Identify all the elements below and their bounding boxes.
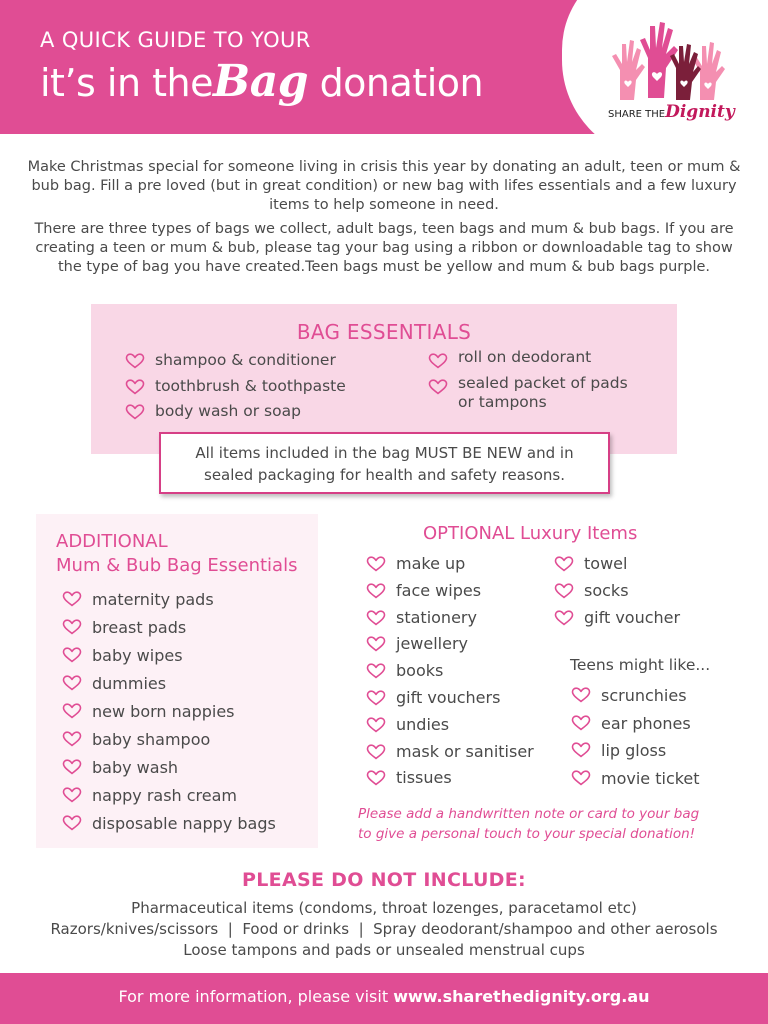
heart-outline-icon: [554, 583, 574, 599]
list-item: [571, 765, 700, 793]
list-item: [366, 685, 534, 712]
heart-outline-icon: [428, 353, 448, 369]
teens-list: [571, 682, 700, 792]
list-item-label: dummies: [92, 674, 167, 693]
list-item-label: movie ticket: [601, 768, 700, 788]
footer-prefix: For more information, please visit: [118, 987, 389, 1006]
header-banner: [0, 0, 768, 134]
logo-brand-script: Dignity: [665, 102, 735, 122]
heart-outline-icon: [554, 556, 574, 572]
title-script-word: Bag: [213, 56, 308, 107]
do-not-include-line-1: Pharmaceutical items (condoms, throat lozenges, paracetamol etc): [131, 899, 637, 917]
list-item: [366, 658, 534, 685]
heart-outline-icon: [125, 379, 145, 395]
heart-outline-icon: [366, 717, 386, 733]
do-not-include-title: PLEASE DO NOT INCLUDE:: [242, 869, 526, 891]
list-item: [428, 348, 638, 367]
luxury-items-title: OPTIONAL Luxury Items: [423, 523, 638, 544]
list-item-label: baby wash: [92, 758, 179, 777]
note-line-2: to give a personal touch to your special donation!: [358, 826, 696, 842]
mum-bub-title-line-2: Mum & Bub Bag Essentials: [56, 555, 298, 576]
list-item-label: disposable nappy bags: [92, 814, 276, 833]
list-item: [554, 551, 680, 578]
heart-outline-icon: [571, 715, 591, 731]
list-item-label: gift vouchers: [396, 687, 501, 707]
list-item: [571, 682, 700, 710]
list-item: [554, 578, 680, 605]
heart-outline-icon: [366, 610, 386, 626]
list-item-label: sealed packet of pads or tampons: [458, 374, 628, 411]
heart-outline-icon: [62, 731, 82, 747]
list-item-label: books: [396, 661, 444, 681]
page-title: [40, 56, 483, 107]
list-item-label: towel: [584, 554, 628, 573]
list-item: [428, 374, 638, 412]
list-item-label: scrunchies: [601, 686, 687, 705]
list-item-label: ear phones: [601, 713, 691, 733]
list-item-label: maternity pads: [92, 590, 214, 609]
essentials-list-left: [125, 348, 346, 425]
notice-line-2: sealed packaging for health and safety reasons.: [204, 466, 565, 484]
list-item: [62, 586, 276, 614]
list-item-label: baby shampoo: [92, 730, 211, 749]
heart-outline-icon: [366, 663, 386, 679]
bag-essentials-title: BAG ESSENTIALS: [296, 320, 472, 344]
heart-outline-icon: [125, 353, 145, 369]
heart-outline-icon: [62, 619, 82, 635]
list-item: [62, 754, 276, 782]
do-not-include-line-3: Loose tampons and pads or unsealed menstrual cups: [183, 941, 585, 959]
note-line-1: Please add a handwritten note or card to your bag: [358, 806, 700, 822]
list-item: [366, 578, 534, 605]
heart-outline-icon: [62, 703, 82, 719]
title-suffix: donation: [319, 61, 484, 105]
list-item: [62, 698, 276, 726]
heart-outline-icon: [366, 770, 386, 786]
list-item-label: stationery: [396, 607, 477, 627]
list-item-label: tissues: [396, 768, 452, 788]
heart-outline-icon: [571, 687, 591, 703]
list-item-label: socks: [584, 580, 629, 600]
luxury-list-col2: [554, 551, 680, 631]
list-item-label: make up: [396, 554, 466, 573]
heart-outline-icon: [62, 787, 82, 803]
list-item-label: breast pads: [92, 618, 187, 637]
list-item: [125, 399, 346, 425]
luxury-list-col1: [366, 551, 534, 792]
title-prefix: it’s in the: [40, 61, 213, 105]
list-item: [366, 765, 534, 792]
footer-text: [0, 987, 768, 1006]
heart-outline-icon: [554, 610, 574, 626]
mum-bub-panel: [36, 514, 318, 848]
essentials-list-right: [428, 348, 638, 419]
handwritten-note-tip: [358, 804, 738, 844]
mum-bub-title: [56, 530, 297, 578]
list-item-label: nappy rash cream: [92, 786, 238, 805]
heart-outline-icon: [62, 815, 82, 831]
heart-outline-icon: [62, 591, 82, 607]
heart-outline-icon: [62, 759, 82, 775]
list-item: [62, 670, 276, 698]
do-not-include-line-2: Razors/knives/scissors | Food or drinks | Spray deodorant/shampoo and other aerosols: [50, 920, 718, 938]
list-item: [62, 614, 276, 642]
heart-outline-icon: [366, 744, 386, 760]
heart-outline-icon: [62, 675, 82, 691]
heart-outline-icon: [428, 379, 448, 395]
list-item: [366, 605, 534, 632]
heart-outline-icon: [571, 742, 591, 758]
list-item: [366, 551, 534, 578]
list-item-label: new born nappies: [92, 702, 235, 721]
list-item-label: face wipes: [396, 580, 482, 600]
heart-outline-icon: [366, 583, 386, 599]
list-item: [366, 631, 534, 658]
list-item: [366, 712, 534, 739]
share-the-dignity-logo: [600, 18, 740, 128]
list-item-label: undies: [396, 714, 450, 734]
list-item-label: lip gloss: [601, 741, 667, 760]
footer-website-link[interactable]: www.sharethedignity.org.au: [393, 987, 650, 1006]
heart-outline-icon: [366, 636, 386, 652]
new-items-notice: [159, 432, 610, 494]
list-item-label: body wash or soap: [155, 402, 301, 420]
list-item: [571, 737, 700, 765]
mum-bub-title-line-1: ADDITIONAL: [56, 531, 168, 552]
teens-title: Teens might like...: [570, 656, 711, 674]
list-item: [62, 726, 276, 754]
heart-outline-icon: [366, 690, 386, 706]
list-item: [366, 739, 534, 766]
heart-outline-icon: [125, 404, 145, 420]
list-item-label: mask or sanitiser: [396, 741, 534, 761]
heart-outline-icon: [571, 770, 591, 786]
list-item: [62, 782, 276, 810]
notice-line-1: All items included in the bag MUST BE NEW and in: [195, 444, 574, 462]
list-item-label: shampoo & conditioner: [155, 351, 336, 369]
list-item-label: roll on deodorant: [458, 348, 592, 366]
raised-hands-hearts-logo-icon: [600, 18, 740, 104]
intro-paragraph-1: Make Christmas special for someone living in crisis this year by donating an adult, teen or mum & bub bag. Fill a pre loved (but in great condition) or new bag with lifes essentials and a few luxury items to help someone in need.: [27, 159, 741, 213]
list-item: [125, 374, 346, 400]
mum-bub-list: [62, 586, 276, 838]
list-item-label: jewellery: [396, 634, 468, 654]
heart-outline-icon: [62, 647, 82, 663]
footer-banner: [0, 973, 768, 1024]
heart-outline-icon: [366, 556, 386, 572]
list-item: [125, 348, 346, 374]
list-item: [62, 642, 276, 670]
logo-brand-text: [608, 102, 735, 122]
logo-brand-prefix: SHARE THE: [608, 109, 666, 120]
list-item: [554, 605, 680, 632]
list-item: [571, 710, 700, 738]
intro-paragraph-2: There are three types of bags we collect, adult bags, teen bags and mum & bub bags. If you are creating a teen or mum & bub, please tag your bag using a ribbon or downloadable tag to show the type of bag you have created.Teen bags must be yellow and mum & bub bags purple.: [34, 221, 734, 275]
list-item-label: gift voucher: [584, 607, 681, 627]
header-kicker: A QUICK GUIDE TO YOUR: [40, 28, 311, 52]
list-item: [62, 810, 276, 838]
list-item-label: baby wipes: [92, 646, 183, 665]
list-item-label: toothbrush & toothpaste: [155, 376, 346, 395]
